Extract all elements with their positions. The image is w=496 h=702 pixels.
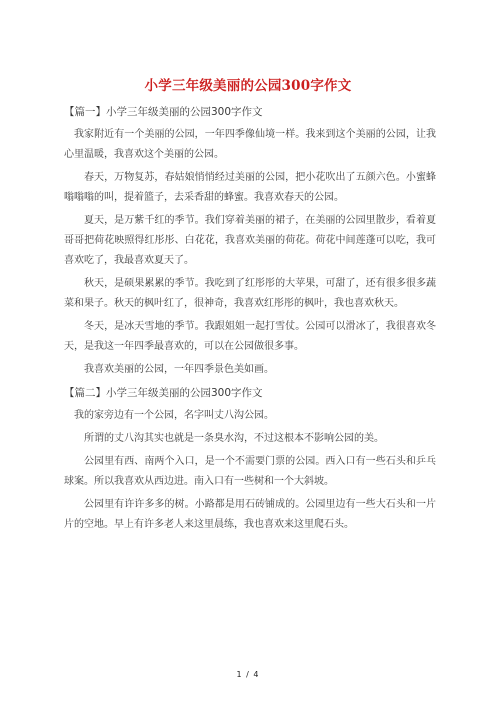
paragraph: 我的家旁边有一个公园，名字叫丈八沟公园。	[74, 410, 274, 421]
paragraph: 秋天，是硕果累累的季节。我吃到了红彤彤的大苹果，可甜了，还有很多很多蔬菜和果子。秋天的枫叶红了，很神奇，我喜欢红彤彤的枫叶，我也喜欢秋天。	[64, 278, 436, 309]
section-tag: 【篇一】	[64, 106, 106, 118]
document-title: 小学三年级美丽的公园300字作文	[144, 78, 352, 94]
paragraph: 公园里有许许多多的树。小路都是用石砖铺成的。公园里边有一些大石头和一片片的空地。早上有许多老人来这里晨练，我也喜欢来这里爬石头。	[64, 499, 436, 530]
paragraph: 我喜欢美丽的公园，一年四季景色美如画。	[84, 364, 274, 375]
paragraph: 夏天，是万紫千红的季节。我们穿着美丽的裙子，在美丽的公园里散步，看着夏哥哥把荷花映照得红彤彤、白花花，我喜欢美丽的荷花。荷花中间莲蓬可以吃，我可喜欢吃了，我最喜欢夏天了。	[64, 215, 436, 266]
section-tag: 【篇二】	[64, 387, 106, 399]
paragraph: 公园里有西、南两个入口，是一个不需要门票的公园。西入口有一些石头和乒乓球案。所以我喜欢从西边进。南入口有一些树和一个大斜坡。	[64, 456, 436, 487]
paragraph: 冬天，是冰天雪地的季节。我跟姐姐一起打雪仗。公园可以滑冰了，我很喜欢冬天，是我这一年四季最喜欢的，可以在公园做很多事。	[64, 321, 436, 352]
document-body	[64, 102, 436, 538]
section-heading-1	[64, 102, 436, 122]
paragraph: 春天，万物复苏，春姑娘悄悄经过美丽的公园，把小花吹出了五颜六色。小蜜蜂嗡嗡嗡的叫，提着篮子，去采香甜的蜂蜜。我喜欢春天的公园。	[64, 172, 436, 203]
section-heading-text: 小学三年级美丽的公园300字作文	[106, 387, 263, 399]
page-number: 1 / 4	[236, 670, 260, 679]
paragraph: 我家附近有一个美丽的公园，一年四季像仙境一样。我来到这个美丽的公园，让我心里温暖，我喜欢这个美丽的公园。	[64, 129, 436, 160]
section-heading-text: 小学三年级美丽的公园300字作文	[106, 106, 263, 118]
section-heading-2	[64, 383, 436, 403]
paragraph: 所谓的丈八沟其实也就是一条臭水沟，不过这根本不影响公园的美。	[84, 433, 384, 444]
